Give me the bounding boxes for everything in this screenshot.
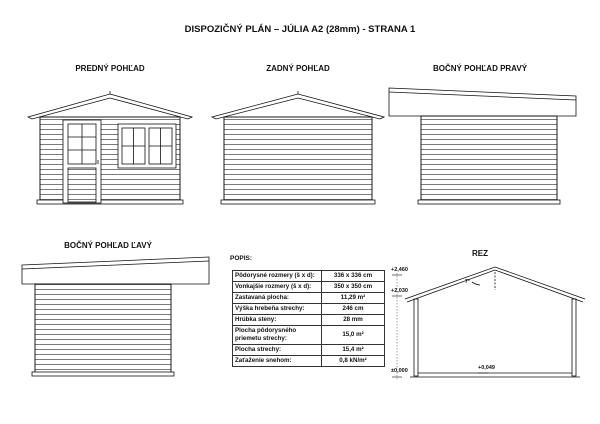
level-eave-label: +2,030 [391,288,408,294]
label-section: REZ [472,249,488,258]
spec-value: 11,29 m² [322,293,385,304]
level-floor-label: +0,049 [478,365,495,371]
popis-label: POPIS: [230,255,253,262]
front-view-drawing [28,91,192,204]
spec-label: Zastavaná plocha: [233,293,322,304]
right-side-view-drawing [389,88,576,204]
spec-value: 28 mm [322,315,385,326]
spec-row [233,282,385,293]
label-right-view: BOČNÝ POHĽAD PRAVÝ [432,64,528,73]
label-left-view: BOČNÝ POHĽAD ĽAVÝ [64,241,152,250]
level-top-label: +2,460 [391,267,408,273]
spec-value: 0,8 kN/m² [322,356,385,367]
spec-label: Vonkajšie rozmery (š x d): [233,282,322,293]
spec-label: Zaťaženie snehom: [233,356,322,367]
spec-value: 15,4 m² [322,345,385,356]
spec-label: Pôdorysné rozmery (š x d): [233,271,322,282]
spec-value: 350 x 350 cm [322,282,385,293]
left-side-view-drawing [22,257,209,376]
spec-row [233,326,385,345]
spec-row [233,356,385,367]
spec-value: 246 cm [322,304,385,315]
spec-label: Hrúbka steny: [233,315,322,326]
label-back-view: ZADNÝ POHĽAD [266,64,330,73]
spec-row [233,293,385,304]
roof-slope-label: 7° [465,279,470,285]
spec-table [232,270,385,367]
level-ground-label: ±0,000 [391,368,408,374]
spec-row [233,271,385,282]
spec-label: Plocha pôdorysného priemetu strechy: [233,326,322,345]
spec-label: Výška hrebeňa strechy: [233,304,322,315]
spec-label: Plocha strechy: [233,345,322,356]
section-drawing [392,267,585,379]
back-view-drawing [212,91,384,204]
page-title: DISPOZIČNÝ PLÁN – JÚLIA A2 (28mm) - STRANA 1 [184,24,416,35]
spec-row [233,315,385,326]
spec-value: 336 x 336 cm [322,271,385,282]
spec-row [233,345,385,356]
spec-value: 15,0 m² [322,326,385,345]
label-front-view: PREDNÝ POHĽAD [75,64,145,73]
spec-row [233,304,385,315]
